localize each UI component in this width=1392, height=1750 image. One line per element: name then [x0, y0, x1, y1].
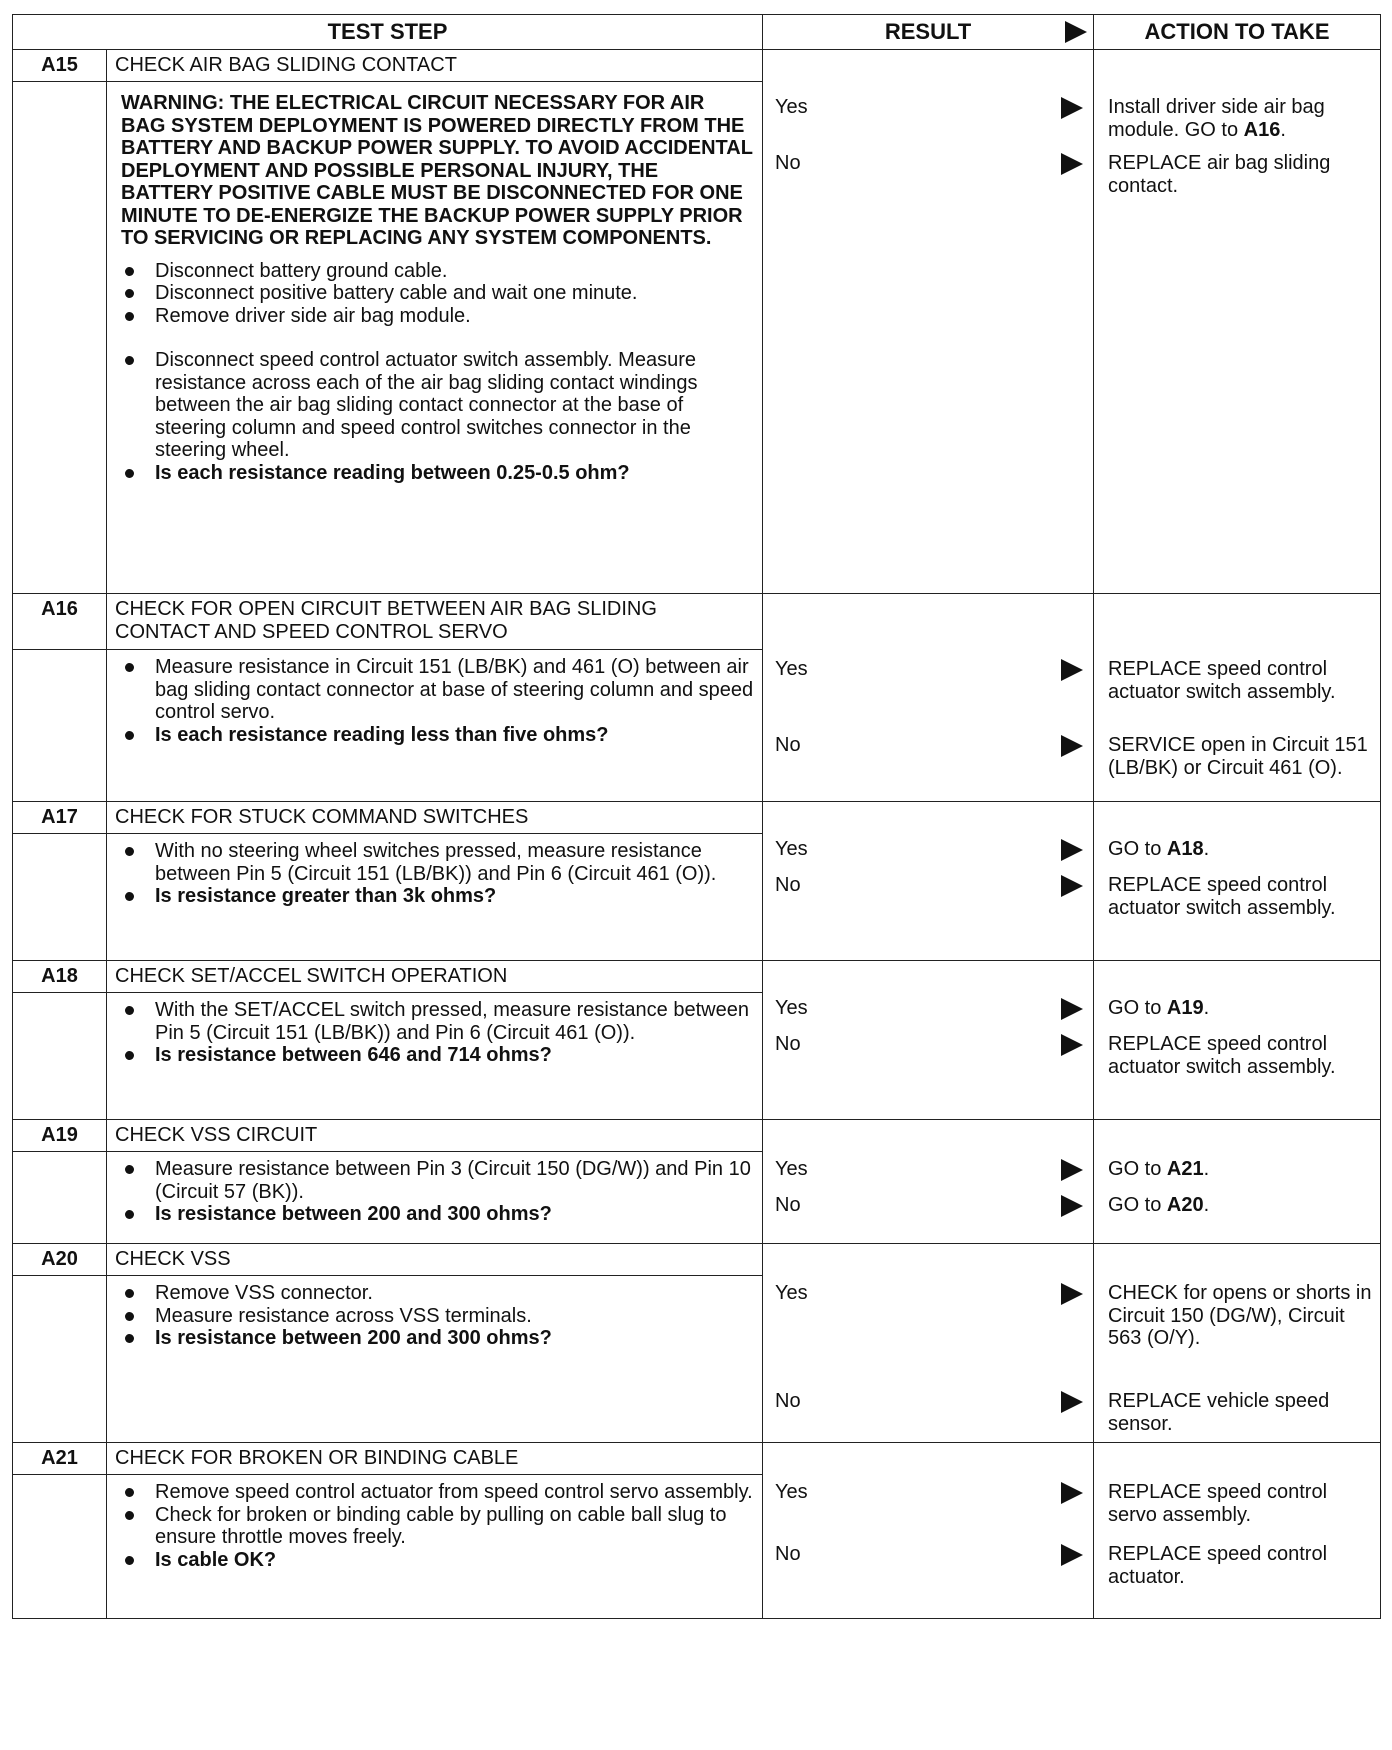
- result-label: No: [775, 152, 801, 174]
- bullet-question: Is each resistance reading less than five ohms?: [121, 724, 754, 747]
- action-text: GO to: [1108, 1158, 1167, 1180]
- result-yes: [775, 658, 1083, 681]
- action-ref: A20: [1166, 1194, 1204, 1216]
- step-a17-title-row: [13, 802, 1381, 834]
- step-id: A17: [13, 802, 107, 834]
- step-a16-results: [763, 594, 1094, 802]
- step-id: A18: [13, 961, 107, 993]
- warning-text: WARNING: THE ELECTRICAL CIRCUIT NECESSARY FOR AIR BAG SYSTEM DEPLOYMENT IS POWERED DIRECTLY FROM THE BATTERY AND BACKUP POWER SUPPLY. TO AVOID ACCIDENTAL DEPLOYMENT AND POSSIBLE PERSONAL INJURY, THE BATTERY POSITIVE CABLE MUST BE DISCONNECTED FOR ONE MINUTE TO DE-ENERGIZE THE BACKUP POWER SUPPLY PRIOR TO SERVICING OR REPLACING ANY SYSTEM COMPONENTS.: [121, 92, 753, 249]
- bullet-item: Disconnect battery ground cable.: [121, 260, 754, 283]
- action-text: REPLACE speed control actuator switch assembly.: [1108, 874, 1336, 919]
- step-id-spacer: [13, 1276, 107, 1443]
- header-result: [763, 15, 1094, 50]
- bullet-question: Is resistance greater than 3k ohms?: [121, 885, 754, 908]
- result-label: No: [775, 734, 801, 756]
- action-no: [1108, 152, 1372, 197]
- action-no: [1108, 734, 1372, 779]
- arrow-icon: [1061, 735, 1083, 757]
- step-title: CHECK FOR BROKEN OR BINDING CABLE: [107, 1443, 763, 1475]
- step-id-spacer: [13, 1475, 107, 1619]
- bullet-item: Disconnect positive battery cable and wait one minute.: [121, 282, 754, 305]
- step-a21-body: [107, 1475, 763, 1619]
- result-no: [775, 1543, 1083, 1566]
- step-id-spacer: [13, 82, 107, 594]
- arrow-icon: [1061, 875, 1083, 897]
- result-label: No: [775, 874, 801, 896]
- header-result-label: RESULT: [884, 19, 972, 44]
- step-a21-title-row: [13, 1443, 1381, 1475]
- arrow-icon: [1061, 1482, 1083, 1504]
- arrow-icon: [1061, 153, 1083, 175]
- action-tail: .: [1203, 997, 1210, 1019]
- bullet-item: Remove VSS connector.: [121, 1282, 754, 1305]
- action-yes: [1108, 96, 1372, 141]
- step-a15-body: [107, 82, 763, 594]
- result-label: No: [775, 1033, 801, 1055]
- step-a15-title-row: [13, 50, 1381, 82]
- step-a17-actions: [1094, 802, 1381, 961]
- step-title: CHECK FOR STUCK COMMAND SWITCHES: [107, 802, 763, 834]
- action-ref: A16: [1243, 118, 1281, 141]
- arrow-icon: [1061, 1195, 1083, 1217]
- step-a17-body: [107, 834, 763, 961]
- step-title: CHECK VSS CIRCUIT: [107, 1120, 763, 1152]
- result-label: Yes: [775, 1282, 808, 1304]
- action-yes: [1108, 658, 1372, 703]
- result-yes: [775, 96, 1083, 119]
- action-text: GO to: [1108, 1194, 1167, 1216]
- action-no: [1108, 874, 1372, 919]
- bullet-item: Measure resistance between Pin 3 (Circuit 150 (DG/W)) and Pin 10 (Circuit 57 (BK)).: [121, 1158, 754, 1203]
- bullet-question: Is resistance between 200 and 300 ohms?: [121, 1203, 754, 1226]
- arrow-icon: [1061, 1034, 1083, 1056]
- result-label: No: [775, 1194, 801, 1216]
- action-no: [1108, 1033, 1372, 1078]
- action-yes: [1108, 1282, 1372, 1350]
- result-label: Yes: [775, 1481, 808, 1503]
- step-a20-actions: [1094, 1244, 1381, 1443]
- result-no: [775, 1390, 1083, 1413]
- bullet-list: [121, 1481, 754, 1571]
- arrow-icon: [1061, 1544, 1083, 1566]
- action-text: REPLACE air bag sliding contact.: [1108, 152, 1331, 197]
- action-no: [1108, 1194, 1372, 1217]
- bullet-question: Is cable OK?: [121, 1549, 754, 1572]
- result-no: [775, 152, 1083, 175]
- step-title: CHECK AIR BAG SLIDING CONTACT: [107, 50, 763, 82]
- step-a16-title-row: [13, 594, 1381, 650]
- header-arrow-icon: [1065, 21, 1087, 43]
- step-a16-body: [107, 650, 763, 802]
- step-a18-actions: [1094, 961, 1381, 1120]
- result-yes: [775, 1158, 1083, 1181]
- result-label: Yes: [775, 838, 808, 860]
- action-yes: [1108, 1481, 1372, 1526]
- action-text: REPLACE vehicle speed sensor.: [1108, 1390, 1330, 1435]
- header-action: ACTION TO TAKE: [1094, 15, 1381, 50]
- action-text: REPLACE speed control actuator switch assembly.: [1108, 1033, 1336, 1078]
- result-yes: [775, 997, 1083, 1020]
- result-label: No: [775, 1543, 801, 1565]
- step-a21-results: [763, 1443, 1094, 1619]
- action-text: GO to: [1108, 997, 1167, 1019]
- action-text: CHECK for opens or shorts in Circuit 150 (DG/W), Circuit 563 (O/Y).: [1108, 1282, 1372, 1349]
- bullet-question: Is resistance between 200 and 300 ohms?: [121, 1327, 754, 1350]
- step-id-spacer: [13, 650, 107, 802]
- step-a15-results: [763, 50, 1094, 594]
- bullet-list: [121, 656, 754, 746]
- arrow-icon: [1061, 1283, 1083, 1305]
- step-a19-title-row: [13, 1120, 1381, 1152]
- result-yes: [775, 838, 1083, 861]
- step-id: A20: [13, 1244, 107, 1276]
- bullet-item: With the SET/ACCEL switch pressed, measure resistance between Pin 5 (Circuit 151 (LB/BK)) and Pin 6 (Circuit 461 (O)).: [121, 999, 754, 1044]
- pinpoint-test-table: [12, 14, 1381, 1619]
- bullet-item: Remove speed control actuator from speed control servo assembly.: [121, 1481, 754, 1504]
- action-text: Install driver side air bag module. GO to: [1108, 96, 1325, 141]
- step-id: A15: [13, 50, 107, 82]
- action-text: GO to: [1108, 838, 1167, 860]
- result-label: Yes: [775, 997, 808, 1019]
- step-a17-results: [763, 802, 1094, 961]
- step-a19-results: [763, 1120, 1094, 1244]
- arrow-icon: [1061, 998, 1083, 1020]
- step-title: CHECK VSS: [107, 1244, 763, 1276]
- action-ref: A18: [1166, 838, 1204, 860]
- step-id-spacer: [13, 993, 107, 1120]
- step-a20-body: [107, 1276, 763, 1443]
- arrow-icon: [1061, 97, 1083, 119]
- bullet-list: [121, 1158, 754, 1226]
- action-ref: A21: [1166, 1158, 1204, 1180]
- header-test-step: TEST STEP: [13, 15, 763, 50]
- action-no: [1108, 1390, 1372, 1435]
- result-no: [775, 1033, 1083, 1056]
- step-a20-title-row: [13, 1244, 1381, 1276]
- step-id-spacer: [13, 1152, 107, 1244]
- action-text: REPLACE speed control actuator.: [1108, 1543, 1328, 1588]
- step-a18-body: [107, 993, 763, 1120]
- result-label: Yes: [775, 96, 808, 118]
- result-label: No: [775, 1390, 801, 1412]
- step-id: A16: [13, 594, 107, 650]
- action-tail: .: [1203, 1158, 1210, 1180]
- step-id: A19: [13, 1120, 107, 1152]
- action-tail: .: [1203, 1194, 1210, 1216]
- result-label: Yes: [775, 658, 808, 680]
- result-no: [775, 874, 1083, 897]
- bullet-list: [121, 999, 754, 1067]
- result-yes: [775, 1282, 1083, 1305]
- arrow-icon: [1061, 659, 1083, 681]
- step-a19-body: [107, 1152, 763, 1244]
- step-a21-actions: [1094, 1443, 1381, 1619]
- bullet-item: Measure resistance across VSS terminals.: [121, 1305, 754, 1328]
- arrow-icon: [1061, 839, 1083, 861]
- bullet-question: Is each resistance reading between 0.25-0.5 ohm?: [121, 462, 754, 485]
- step-a18-title-row: [13, 961, 1381, 993]
- action-text: SERVICE open in Circuit 151 (LB/BK) or Circuit 461 (O).: [1108, 734, 1368, 779]
- bullet-list: [121, 260, 754, 485]
- bullet-question: Is resistance between 646 and 714 ohms?: [121, 1044, 754, 1067]
- arrow-icon: [1061, 1159, 1083, 1181]
- bullet-item: Measure resistance in Circuit 151 (LB/BK) and 461 (O) between air bag sliding contact connector at base of steering column and speed control servo.: [121, 656, 754, 724]
- action-text: REPLACE speed control servo assembly.: [1108, 1481, 1328, 1526]
- step-a15-actions: [1094, 50, 1381, 594]
- step-title: CHECK FOR OPEN CIRCUIT BETWEEN AIR BAG SLIDING CONTACT AND SPEED CONTROL SERVO: [107, 594, 763, 650]
- diagnostic-table-sheet: [12, 14, 1380, 1736]
- result-label: Yes: [775, 1158, 808, 1180]
- step-id-spacer: [13, 834, 107, 961]
- result-yes: [775, 1481, 1083, 1504]
- action-yes: [1108, 997, 1372, 1020]
- bullet-list: [121, 1282, 754, 1350]
- bullet-item: With no steering wheel switches pressed, measure resistance between Pin 5 (Circuit 151 (LB/BK)) and Pin 6 (Circuit 461 (O)).: [121, 840, 754, 885]
- step-a20-results: [763, 1244, 1094, 1443]
- bullet-item: Disconnect speed control actuator switch assembly. Measure resistance across each of the air bag sliding contact windings between the air bag sliding contact connector at the base of steering column and speed control switches connector in the steering wheel.: [121, 349, 754, 462]
- action-yes: [1108, 1158, 1372, 1181]
- action-tail: .: [1280, 118, 1286, 141]
- arrow-icon: [1061, 1391, 1083, 1413]
- action-yes: [1108, 838, 1372, 861]
- step-a16-actions: [1094, 594, 1381, 802]
- bullet-item: Check for broken or binding cable by pulling on cable ball slug to ensure throttle moves freely.: [121, 1504, 754, 1549]
- step-title: CHECK SET/ACCEL SWITCH OPERATION: [107, 961, 763, 993]
- result-no: [775, 734, 1083, 757]
- action-no: [1108, 1543, 1372, 1588]
- step-a18-results: [763, 961, 1094, 1120]
- action-text: REPLACE speed control actuator switch assembly.: [1108, 658, 1336, 703]
- bullet-list: [121, 840, 754, 908]
- step-id: A21: [13, 1443, 107, 1475]
- action-tail: .: [1203, 838, 1210, 860]
- action-ref: A19: [1166, 997, 1204, 1019]
- table-header-row: [13, 15, 1381, 50]
- step-a19-actions: [1094, 1120, 1381, 1244]
- bullet-item: Remove driver side air bag module.: [121, 305, 754, 328]
- result-no: [775, 1194, 1083, 1217]
